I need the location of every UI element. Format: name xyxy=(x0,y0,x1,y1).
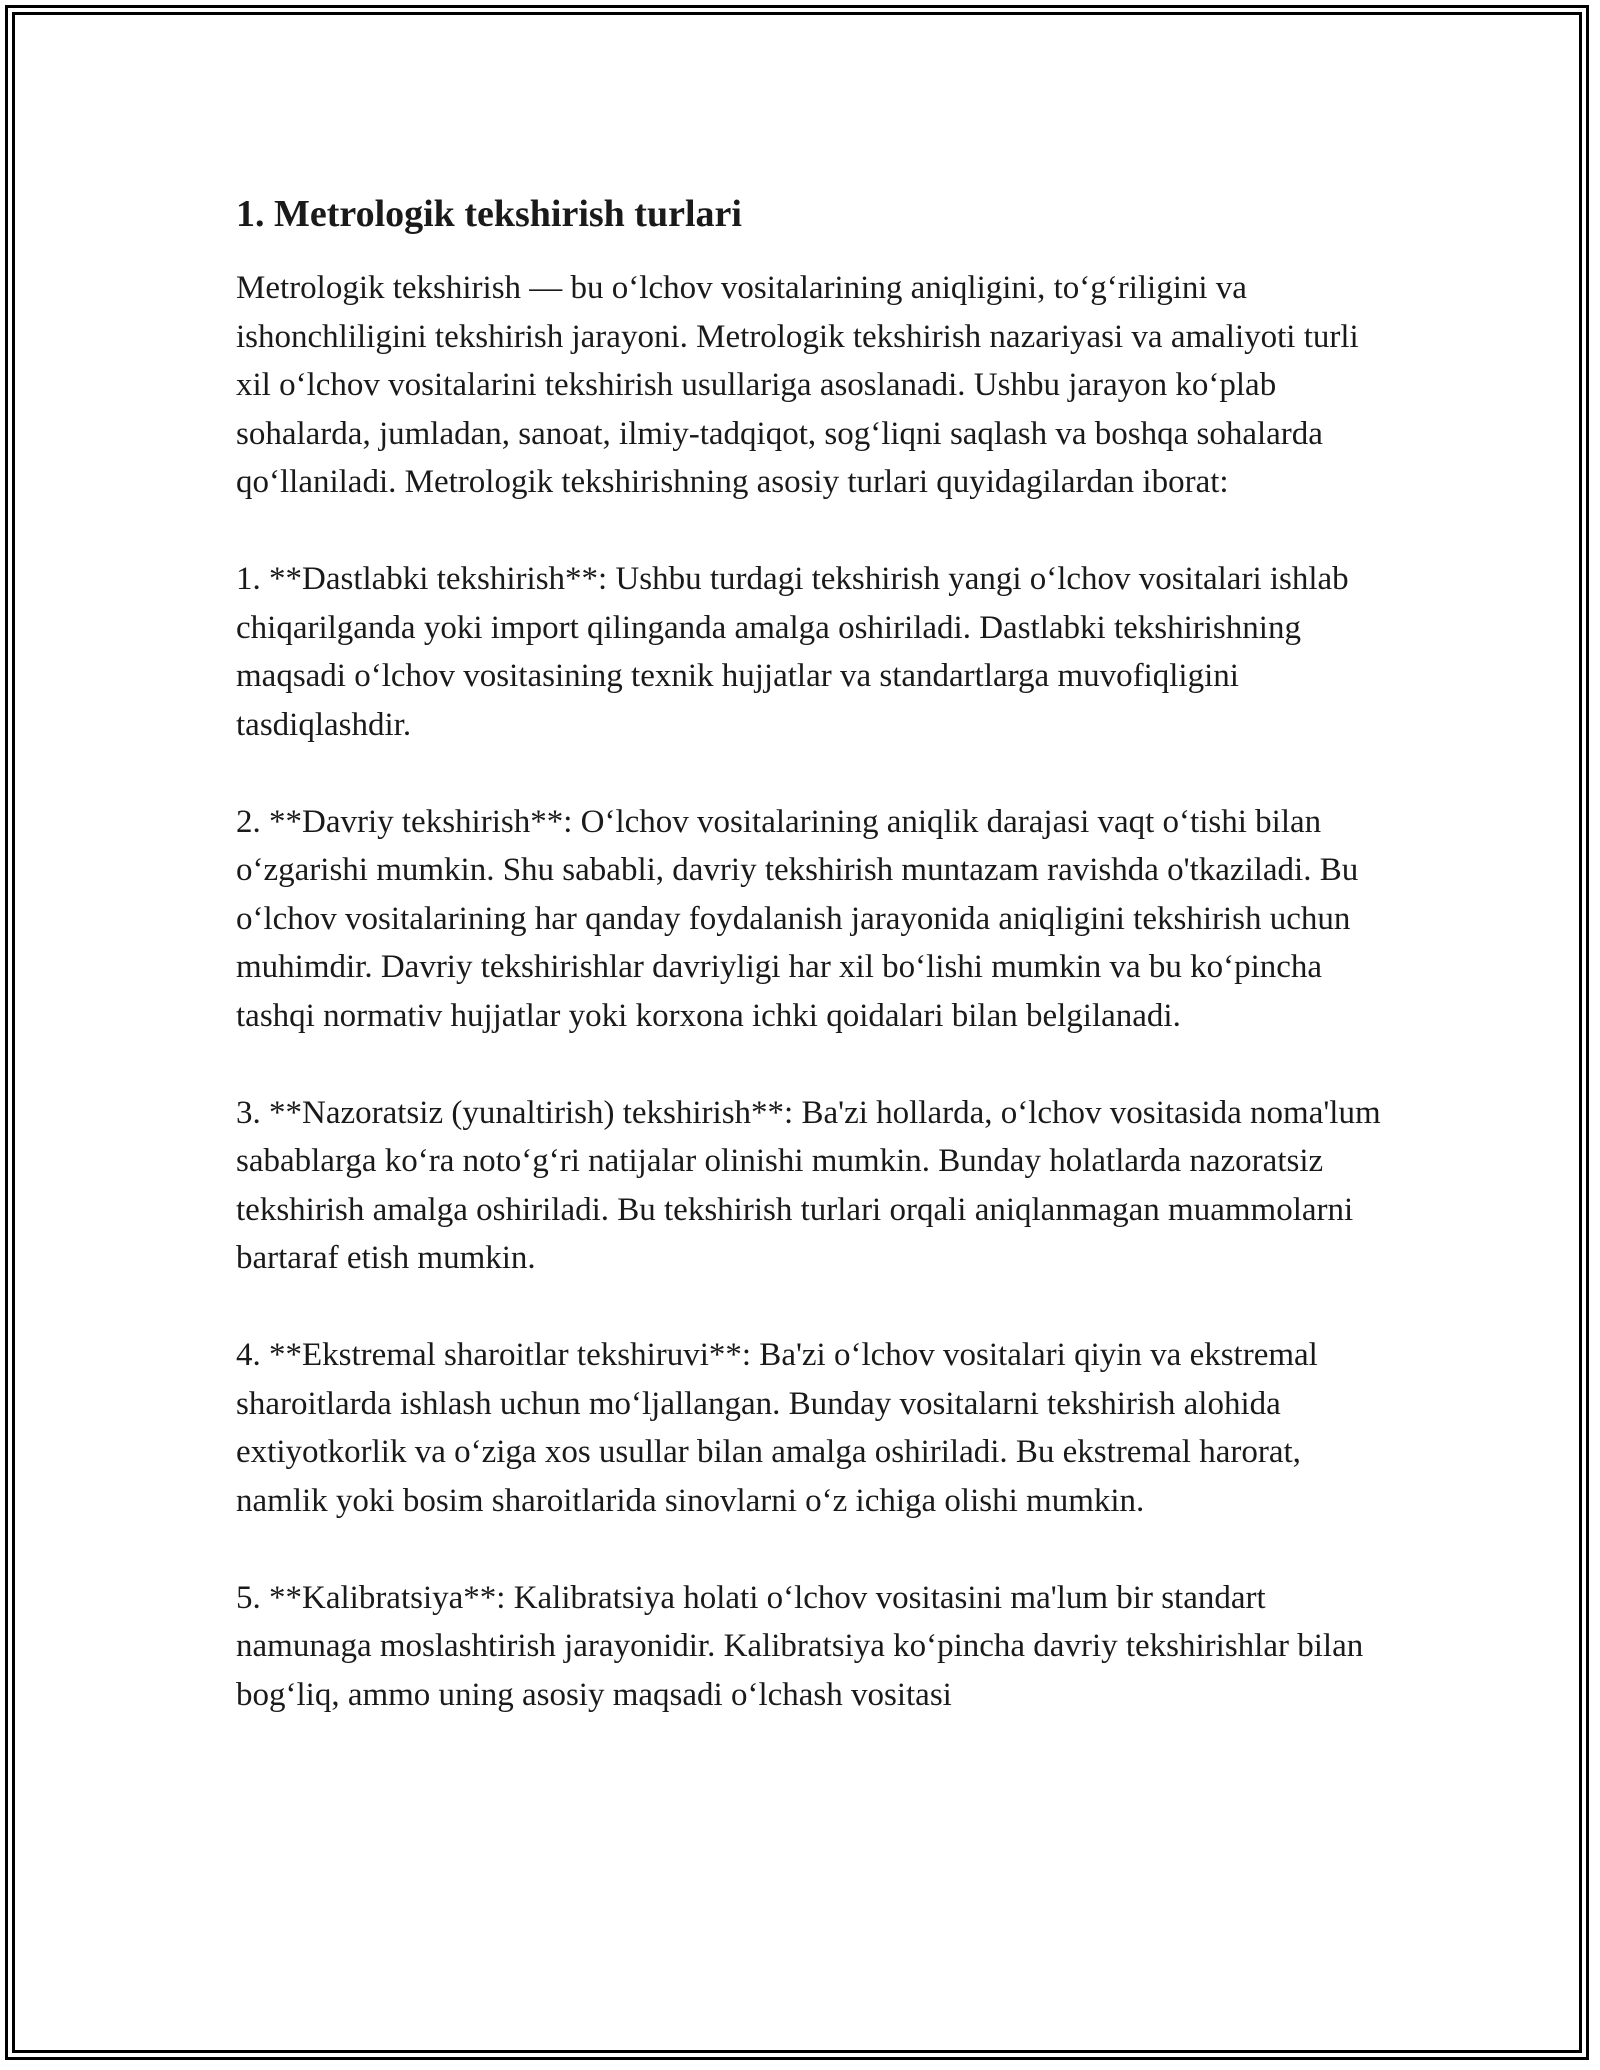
list-item-davriy: 2. **Davriy tekshirish**: O‘lchov vositalarining aniqlik darajasi vaqt o‘tishi bilan o‘zgarishi mumkin. Shu sababli, davriy tekshirish muntazam ravishda o'tkaziladi. Bu o‘lchov vositalarining har qanday foydalanish jarayonida aniqligini tekshirish uchun muhimdir. Davriy tekshirishlar davriyligi har xil bo‘lishi mumkin va bu ko‘pincha tashqi normativ hujjatlar yoki korxona ichki qoidalari bilan belgilanadi. xyxy=(236,803,1359,1034)
list-item-kalibratsiya: 5. **Kalibratsiya**: Kalibratsiya holati o‘lchov vositasini ma'lum bir standart namunaga moslashtirish jarayonidir. Kalibratsiya ko‘pincha davriy tekshirishlar bilan bog‘liq, ammo uning asosiy maqsadi o‘lchash vositasi xyxy=(236,1579,1364,1713)
document-body xyxy=(236,186,1384,1719)
intro-paragraph: Metrologik tekshirish — bu o‘lchov vositalarining aniqligini, to‘g‘riligini va ishonchliligini tekshirish jarayoni. Metrologik tekshirish nazariyasi va amaliyoti turli xil o‘lchov vositalarini tekshirish usullariga asoslanadi. Ushbu jarayon ko‘plab sohalarda, jumladan, sanoat, ilmiy-tadqiqot, sog‘liqni saqlash va boshqa sohalarda qo‘llaniladi. Metrologik tekshirishning asosiy turlari quyidagilardan iborat: xyxy=(236,270,1359,500)
list-item-ekstremal: 4. **Ekstremal sharoitlar tekshiruvi**: Ba'zi o‘lchov vositalari qiyin va ekstremal sharoitlarda ishlash uchun mo‘ljallangan. Bunday vositalarni tekshirish alohida extiyotkorlik va o‘ziga xos usullar bilan amalga oshiriladi. Bu ekstremal harorat, namlik yoki bosim sharoitlarida sinovlarni o‘z ichiga olishi mumkin. xyxy=(236,1337,1318,1519)
list-item-dastlabki: 1. **Dastlabki tekshirish**: Ushbu turdagi tekshirish yangi o‘lchov vositalari ishlab chiqarilganda yoki import qilinganda amalga oshiriladi. Dastlabki tekshirishning maqsadi o‘lchov vositasining texnik hujjatlar va standartlarga muvofiqligini tasdiqlashdir. xyxy=(236,561,1349,743)
list-item-nazoratsiz: 3. **Nazoratsiz (yunaltirish) tekshirish**: Ba'zi hollarda, o‘lchov vositasida noma'lum sabablarga ko‘ra noto‘g‘ri natijalar olinishi mumkin. Bunday holatlarda nazoratsiz tekshirish amalga oshiriladi. Bu tekshirish turlari orqali aniqlanmagan muammolarni bartaraf etish mumkin. xyxy=(236,1094,1381,1276)
section-heading: 1. Metrologik tekshirish turlari xyxy=(236,193,742,235)
